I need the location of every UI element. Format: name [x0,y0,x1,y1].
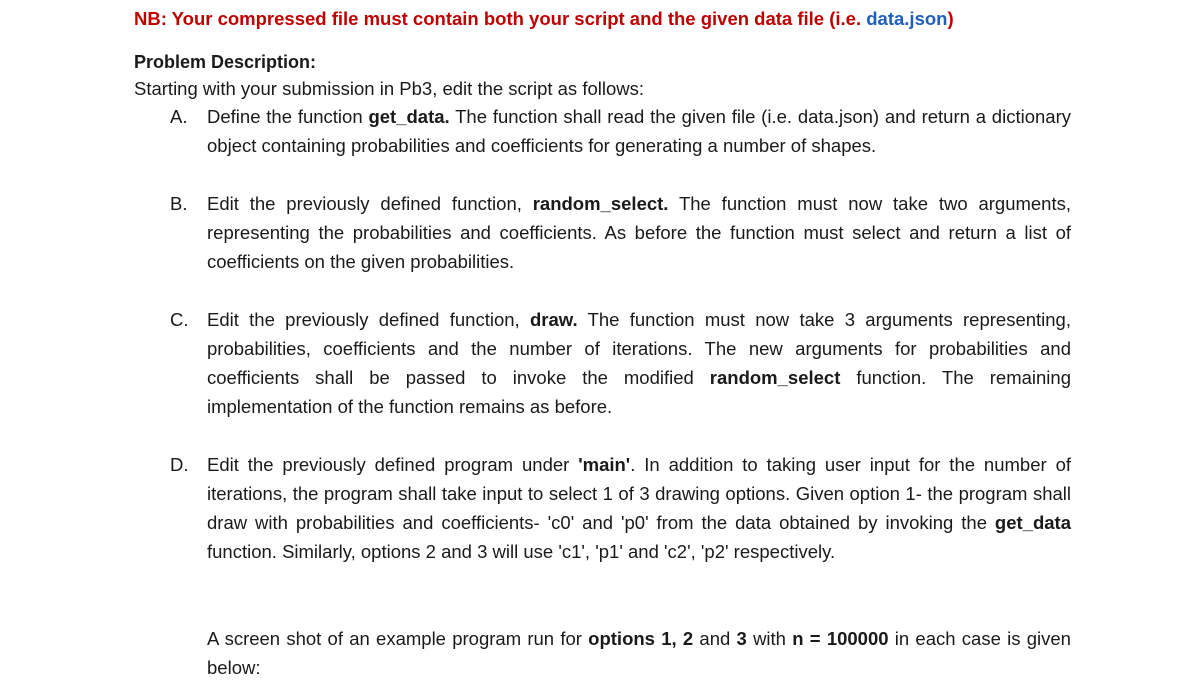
body-text: function. Similarly, options 2 and 3 will use 'c1', 'p1' and 'c2', 'p2' respectively. [207,541,836,562]
body-text: The function shall read the given file (i.e. data.json) and return a dictionary object containing probabilities and coefficients for generating a number of shapes. [207,106,1071,156]
submission-note [134,8,954,30]
list-item-body [207,450,1071,566]
program-main: 'main' [578,454,631,475]
body-text: The function must now take 3 arguments representing, probabilities, coefficients and the number of iterations. The new arguments for probabilities and coefficients shall be passed to invoke the modified [207,309,1071,388]
body-text: Edit the previously defined function, [207,193,533,214]
intro-text: Starting with your submission in Pb3, edit the script as follows: [134,78,645,99]
function-name-draw: draw. [529,309,578,330]
list-item-body [207,305,1071,421]
body-text: The function must now take two arguments, representing the probabilities and coefficients. As before the function must select and return a list of coefficients on the given probabilities. [207,193,1071,272]
emphasis-n-value: n = 100000 [792,628,889,649]
function-name-random-select: random_select. [532,193,669,214]
list-item-body [207,102,1071,160]
list-item-body [207,189,1071,276]
problem-heading: Problem Description: [134,52,317,72]
body-text: Edit the previously defined function, [207,309,530,330]
body-text: in each case is given below: [207,628,1071,678]
body-text: A screen shot of an example program run for [207,628,589,649]
function-name-random-select: random_select [709,367,841,388]
list-item-letter: C. [170,309,189,330]
body-text: and [693,628,737,649]
list-item-letter: A. [170,106,188,127]
list-item-letter: D. [170,454,189,475]
emphasis-options: options 1, 2 [588,628,694,649]
note-text: NB: Your compressed file must contain both your script and the given data file (i.e. [134,8,867,29]
note-filename: data.json [866,8,948,29]
body-text: with [746,628,793,649]
body-text: Edit the previously defined program under [207,454,579,475]
closing-paragraph [207,624,1071,682]
function-name-get-data: get_data. [368,106,450,127]
body-text: . In addition to taking user input for the number of iterations, the program shall take input to select 1 of 3 drawing options. Given option 1- the program shall draw with probabilities and coefficients- 'c0' and 'p0' from the data obtained by invoking the [207,454,1071,533]
note-text-end: ) [947,8,954,29]
body-text: Define the function [207,106,369,127]
body-text: function. The remaining implementation of the function remains as before. [207,367,1071,417]
function-name-get-data: get_data [994,512,1071,533]
emphasis-option-3: 3 [736,628,747,649]
list-item-letter: B. [170,193,188,214]
